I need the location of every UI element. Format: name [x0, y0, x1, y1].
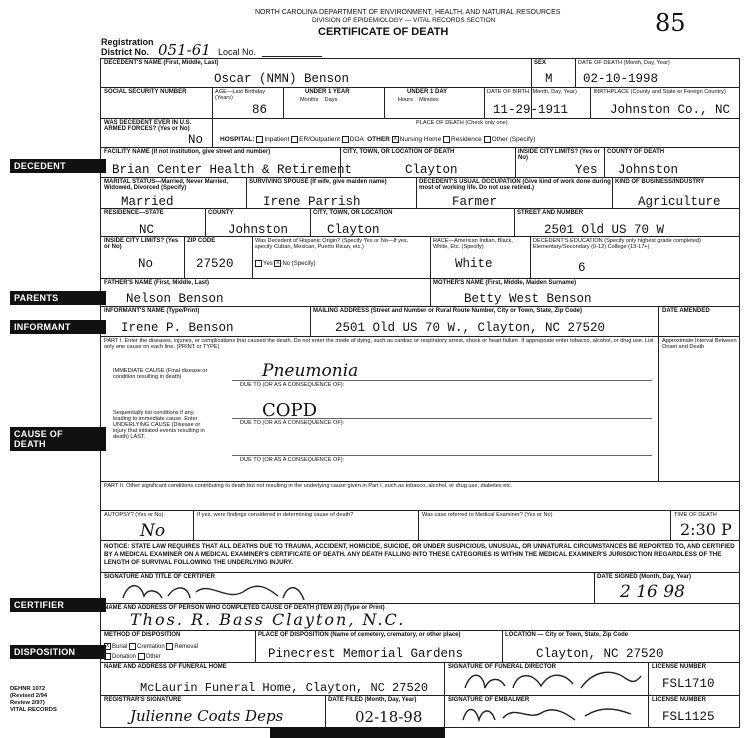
checkbox-doa[interactable]: [342, 136, 349, 143]
section-certifier: CERTIFIER: [10, 598, 106, 612]
license-embalmer-value: FSL1125: [662, 710, 715, 724]
label-sex: SEX: [534, 60, 547, 66]
mother-value: Betty West Benson: [464, 292, 592, 306]
date-of-death-value: 02-10-1998: [583, 72, 659, 86]
label-er-outpatient: ER/Outpatient: [299, 136, 340, 144]
cause-b-value: COPD: [262, 400, 318, 421]
label-surviving-spouse: SURVIVING SPOUSE (If wife, give maiden name): [249, 179, 387, 185]
label-residence-state: RESIDENCE—STATE: [104, 210, 164, 216]
checkbox-inpatient[interactable]: [256, 136, 263, 143]
label-under-1-year-units: Months Days: [300, 97, 338, 103]
mailing-address-value: 2501 Old US 70 W., Clayton, NC 27520: [335, 321, 606, 335]
label-dob: DATE OF BIRTH (Month, Day, Year): [487, 89, 577, 95]
checkbox-burial[interactable]: X: [105, 642, 110, 649]
section-decedent: DECEDENT: [10, 159, 106, 173]
label-residence-county: COUNTY: [208, 210, 234, 216]
label-residence-option: Residence: [451, 136, 482, 144]
label-removal: Removal: [174, 644, 199, 650]
label-industry: KIND OF BUSINESS/INDUSTRY: [615, 179, 705, 185]
marital-status-value: Married: [121, 195, 174, 209]
label-due-to-a: DUE TO (OR AS A CONSEQUENCE OF):: [240, 382, 345, 388]
dob-value: 11-29-1911: [493, 103, 569, 117]
zip-value: 27520: [196, 257, 234, 271]
label-hispanic-no: No (Specify): [282, 261, 316, 268]
street-value: 2501 Old US 70 W: [544, 223, 665, 237]
label-mailing-address: MAILING ADDRESS (Street and Number or Rural Route Number, City or Town, State, Zip Code): [313, 308, 583, 314]
label-under-1-day-units: Hours Minutes: [398, 97, 439, 103]
checkbox-donation[interactable]: [104, 653, 111, 660]
license-director-value: FSL1710: [662, 677, 715, 691]
label-education: DECEDENT'S EDUCATION (Specify only highest grade completed) Elementary/Secondary (0-12) College (13-17+): [533, 238, 701, 250]
county-of-death-value: Johnston: [618, 163, 679, 177]
checkbox-cremation[interactable]: [129, 643, 136, 650]
label-under-1-day: UNDER 1 DAY: [407, 89, 448, 95]
label-street: STREET AND NUMBER: [517, 210, 584, 216]
date-signed-value: 2 16 98: [620, 582, 685, 602]
label-part-2: PART II. Other significant conditions contributing to death but not resulting in the underlying cause given in Part I, such as tobacco, alcohol, or drug use, diabetes etc.: [104, 483, 513, 489]
label-other: OTHER: [367, 136, 390, 144]
certificate-title: CERTIFICATE OF DEATH: [318, 26, 449, 38]
hispanic-options: [255, 260, 315, 267]
location-value: Clayton, NC 27520: [536, 647, 664, 661]
label-date-amended: DATE AMENDED: [662, 308, 710, 314]
notice-text: NOTICE: STATE LAW REQUIRES THAT ALL DEATHS DUE TO TRAUMA, ACCIDENT, HOMICIDE, SUICIDE, OR UNDER SUSPICIOUS, UNUSUAL, OR UNNATURAL CIRCUMSTANCES BE REPORTED TO, AND CERTIFIED BY A MEDICAL EXAMINER ON A MEDICAL EXAMINER'S CERTIFICATE OF DEATH. ANY DEATH FALLING INTO THESE CATEGORIES IS WITHIN THE MEDICAL EXAMINER'S JURISDICTION REGARDLESS OF THE LENGTH OF SURVIVAL FOLLOWING THE UNDERLYING INJURY.: [104, 543, 735, 566]
label-certifier-signature: SIGNATURE AND TITLE OF CERTIFIER: [104, 574, 215, 580]
label-facility: FACILITY NAME (If not institution, give street and number): [104, 149, 271, 155]
label-embalmer-signature: SIGNATURE OF EMBALMER: [448, 697, 530, 703]
label-armed-forces: WAS DECEDENT EVER IN U.S. ARMED FORCES? (Yes or No): [104, 120, 192, 132]
label-zip: ZIP CODE: [187, 238, 216, 244]
label-name: DECEDENT'S NAME (First, Middle, Last): [104, 60, 219, 66]
label-due-to-b: DUE TO (OR AS A CONSEQUENCE OF):: [240, 420, 345, 426]
industry-value: Agriculture: [638, 195, 721, 209]
sex-value: M: [545, 72, 553, 86]
label-method-disposition: METHOD OF DISPOSITION: [104, 632, 181, 638]
funeral-home-value: McLaurin Funeral Home, Clayton, NC 27520: [140, 681, 429, 695]
label-interval: Approximate Interval Between Onset and Death: [662, 338, 737, 350]
age-value: 86: [252, 103, 268, 117]
label-date-filed: DATE FILED (Month, Day, Year): [328, 697, 417, 703]
label-residence-inside-city: INSIDE CITY LIMITS? (Yes or No): [104, 238, 179, 250]
checkbox-er-outpatient[interactable]: [291, 136, 298, 143]
occupation-value: Farmer: [452, 195, 498, 209]
city-of-death-value: Clayton: [405, 163, 458, 177]
checkbox-residence[interactable]: [443, 136, 450, 143]
father-value: Nelson Benson: [126, 292, 224, 306]
label-medical-examiner: Was case referred to Medical Examiner? (Yes or No): [422, 512, 553, 518]
section-parents: PARENTS: [10, 291, 106, 305]
label-autopsy: AUTOPSY? (Yes or No): [104, 512, 164, 518]
redaction-bar: [270, 727, 445, 738]
label-mother: MOTHER'S NAME (First, Middle, Maiden Surname): [433, 280, 577, 286]
label-doa: DOA: [349, 136, 364, 144]
label-nursing-home: Nursing Home: [399, 136, 442, 144]
division-name: DIVISION OF EPIDEMIOLOGY — VITAL RECORDS SECTION: [312, 17, 496, 24]
residence-county-value: Johnston: [228, 223, 289, 237]
label-ssn: SOCIAL SECURITY NUMBER: [104, 89, 187, 95]
label-time-of-death: TIME OF DEATH: [674, 512, 717, 518]
label-due-to-c: DUE TO (OR AS A CONSEQUENCE OF):: [240, 457, 345, 463]
inside-city-limits-value: Yes: [575, 163, 598, 177]
education-value: 6: [578, 261, 586, 275]
date-filed-value: 02-18-98: [355, 708, 423, 726]
local-no-label: Local No.: [218, 47, 257, 57]
section-disposition: DISPOSITION: [10, 645, 106, 659]
label-inpatient: Inpatient: [264, 136, 290, 144]
surviving-spouse-value: Irene Parrish: [263, 195, 361, 209]
label-license-embalmer: LICENSE NUMBER: [652, 697, 707, 703]
time-of-death-value: 2:30 P: [680, 520, 732, 539]
label-funeral-home: NAME AND ADDRESS OF FUNERAL HOME: [104, 664, 227, 670]
label-hispanic: Was Decedent of Hispanic Origin? (Specify Yes or No—If yes, specify Cuban, Mexican, Puerto Rican, etc.): [255, 238, 409, 250]
section-informant: INFORMANT: [10, 320, 106, 334]
label-hispanic-yes: Yes: [263, 261, 273, 268]
label-burial: Burial: [112, 644, 128, 650]
label-location: LOCATION — City or Town, State, Zip Code: [505, 632, 629, 638]
label-under-1-year: UNDER 1 YEAR: [305, 89, 350, 95]
certifier-signature: [118, 578, 318, 606]
armed-forces-value: No: [188, 133, 204, 147]
label-place-of-death: PLACE OF DEATH (Check only one): [416, 120, 508, 126]
place-of-death-options: [220, 136, 535, 143]
label-residence-city: CITY, TOWN, OR LOCATION: [313, 210, 393, 216]
embalmer-signature: [455, 700, 645, 728]
label-county-of-death: COUNTY OF DEATH: [607, 149, 665, 155]
funeral-director-signature: [455, 666, 645, 696]
checkbox-hispanic-no[interactable]: X: [276, 260, 280, 266]
label-inside-city-limits: INSIDE CITY LIMITS? (Yes or No): [518, 149, 600, 161]
label-certifier-name: NAME AND ADDRESS OF PERSON WHO COMPLETED CAUSE OF DEATH (ITEM 20) (Type or Print): [104, 605, 385, 611]
facility-value: Brian Center Health & Retirement: [112, 163, 353, 177]
place-disposition-value: Pinecrest Memorial Gardens: [268, 647, 464, 661]
residence-state-value: NC: [139, 223, 155, 237]
label-informant: INFORMANT'S NAME (Type/Print): [104, 308, 200, 314]
label-race: RACE—American Indian, Black, White, Etc. (Specify): [433, 238, 513, 250]
label-age: AGE—Last Birthday (Years): [215, 89, 266, 101]
label-license-director: LICENSE NUMBER: [652, 664, 707, 670]
label-date-of-death: DATE OF DEATH (Month, Day, Year): [578, 60, 670, 66]
label-cremation: Cremation: [137, 644, 165, 650]
birthplace-value: Johnston Co., NC: [610, 103, 731, 117]
section-cause-of-death: CAUSE OF DEATH: [10, 427, 106, 451]
label-immediate-cause: IMMEDIATE CAUSE (Final disease or condition resulting in death): [113, 368, 208, 380]
residence-city-value: Clayton: [327, 223, 380, 237]
label-funeral-director-signature: SIGNATURE OF FUNERAL DIRECTOR: [448, 664, 557, 670]
checkbox-removal[interactable]: [166, 643, 173, 650]
certifier-name-value: Thos. R. Bass Clayton, N.C.: [130, 610, 406, 629]
registrar-signature: Julienne Coats Deps: [130, 707, 284, 725]
agency-name: NORTH CAROLINA DEPARTMENT OF ENVIRONMENT, HEALTH, AND NATURAL RESOURCES: [255, 9, 561, 16]
checkbox-nursing-home[interactable]: X: [393, 136, 397, 142]
page-number: 85: [655, 9, 686, 37]
label-city-of-death: CITY, TOWN, OR LOCATION OF DEATH: [343, 149, 455, 155]
cause-a-value: Pneumonia: [262, 361, 359, 381]
label-autopsy-findings: If yes, were findings considered in determining cause of death?: [197, 512, 354, 518]
registration-value: 051-61: [158, 41, 211, 59]
label-occupation: DECEDENT'S USUAL OCCUPATION (Give kind of work done during most of working life. Do not use retired.): [419, 179, 611, 191]
label-birthplace: BIRTHPLACE (County and State or Foreign Country): [594, 89, 726, 95]
label-donation: Donation: [112, 654, 137, 660]
form-id: DEHNR 1072 (Revised 2/94 Review 2/97) VITAL RECORDS: [10, 686, 57, 713]
label-other-specify: Other (Specify): [491, 136, 536, 144]
residence-inside-city-value: No: [138, 257, 154, 271]
race-value: White: [455, 257, 493, 271]
checkbox-other-disposition[interactable]: [138, 653, 145, 660]
checkbox-hispanic-yes[interactable]: [255, 260, 262, 267]
label-hospital: HOSPITAL:: [220, 136, 255, 144]
decedent-name: Oscar (NMN) Benson: [214, 72, 350, 86]
label-marital-status: MARITAL STATUS—Married, Never Married, Widowed, Divorced (Specify): [104, 179, 228, 191]
autopsy-value: No: [140, 521, 166, 541]
disposition-options: [104, 642, 198, 662]
label-registrar: REGISTRAR'S SIGNATURE: [104, 697, 182, 703]
label-part-1: PART I. Enter the diseases, injuries, or complications that caused the death. Do not enter the mode of dying, such as cardiac or respiratory arrest, shock or heart failure. If appropriate enter tobacco, alcohol, or drug use. List only one cause on each line. (PRINT or TYPE): [104, 338, 654, 350]
label-sequential: Sequentially list conditions if any, leading to immediate cause. Enter UNDERLYING CAUSE (Disease or injury that initiated events resulting in death) LAST.: [113, 410, 205, 440]
registration-label: Registration District No.: [101, 37, 154, 57]
label-place-disposition: PLACE OF DISPOSITION (Name of cemetery, crematory, or other place): [258, 632, 461, 638]
checkbox-other-specify[interactable]: [484, 136, 491, 143]
informant-value: Irene P. Benson: [121, 321, 234, 335]
label-father: FATHER'S NAME (First, Middle, Last): [104, 280, 209, 286]
label-date-signed: DATE SIGNED (Month, Day, Year): [597, 574, 692, 580]
label-other-disposition: Other: [145, 654, 161, 660]
